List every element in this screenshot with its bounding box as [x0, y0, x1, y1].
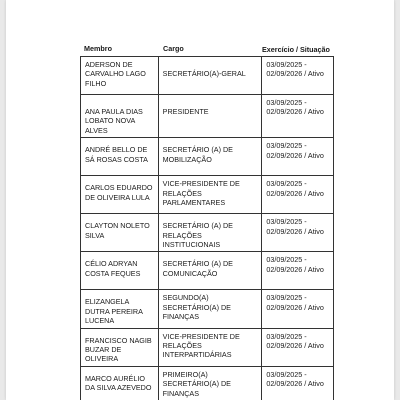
cell-cargo: PRESIDENTE [158, 95, 262, 138]
cell-exercicio: 03/09/2025 - 02/09/2026 / Ativo [262, 252, 334, 290]
cell-membro: ANA PAULA DIAS LOBATO NOVA ALVES [81, 95, 159, 138]
cell-cargo: SECRETÁRIO (A) DE RELAÇÕES INSTITUCIONAIS [158, 214, 262, 252]
cell-cargo: SEGUNDO(A) SECRETÁRIO(A) DE FINANÇAS [158, 290, 262, 328]
table-row [81, 290, 334, 328]
cell-membro: ANDRÉ BELLO DE SÁ ROSAS COSTA [81, 138, 159, 176]
cell-exercicio: 03/09/2025 - 02/09/2026 / Ativo [262, 366, 334, 400]
cell-membro: ADERSON DE CARVALHO LAGO FILHO [81, 57, 159, 95]
header-membro: Membro [84, 44, 112, 53]
cell-exercicio: 03/09/2025 - 02/09/2026 / Ativo [262, 328, 334, 366]
document-page [6, 0, 394, 400]
cell-cargo: SECRETÁRIO(A)-GERAL [158, 57, 262, 95]
cell-cargo: VICE-PRESIDENTE DE RELAÇÕES PARLAMENTARES [158, 176, 262, 214]
table-row [81, 328, 334, 366]
cell-membro: FRANCISCO NAGIB BUZAR DE OLIVEIRA [81, 328, 159, 366]
cell-cargo: PRIMEIRO(A) SECRETÁRIO(A) DE FINANÇAS [158, 366, 262, 400]
cell-exercicio: 03/09/2025 - 02/09/2026 / Ativo [262, 57, 334, 95]
cell-exercicio: 03/09/2025 - 02/09/2026 / Ativo [262, 214, 334, 252]
cell-exercicio: 03/09/2025 - 02/09/2026 / Ativo [262, 138, 334, 176]
cell-membro: CLAYTON NOLETO SILVA [81, 214, 159, 252]
table-row [81, 214, 334, 252]
cell-exercicio: 03/09/2025 - 02/09/2026 / Ativo [262, 290, 334, 328]
table-row [81, 57, 334, 95]
cell-membro: MARCO AURÉLIO DA SILVA AZEVEDO [81, 366, 159, 400]
header-exercicio: Exercício / Situação [262, 45, 330, 54]
cell-cargo: SECRETÁRIO (A) DE COMUNICAÇÃO [158, 252, 262, 290]
cell-membro: CÉLIO ADRYAN COSTA FEQUES [81, 252, 159, 290]
table-row [81, 252, 334, 290]
members-table [80, 56, 334, 400]
table-row [81, 138, 334, 176]
header-cargo: Cargo [163, 44, 184, 53]
table-row [81, 176, 334, 214]
table-header [80, 33, 334, 55]
table-row [81, 366, 334, 400]
cell-membro: CARLOS EDUARDO DE OLIVEIRA LULA [81, 176, 159, 214]
cell-cargo: SECRETÁRIO (A) DE MOBILIZAÇÃO [158, 138, 262, 176]
table-row [81, 95, 334, 138]
cell-membro: ELIZANGELA DUTRA PEREIRA LUCENA [81, 290, 159, 328]
cell-exercicio: 03/09/2025 - 02/09/2026 / Ativo [262, 176, 334, 214]
cell-exercicio: 03/09/2025 - 02/09/2026 / Ativo [262, 95, 334, 138]
cell-cargo: VICE-PRESIDENTE DE RELAÇÕES INTERPARTIDÁRIAS [158, 328, 262, 366]
